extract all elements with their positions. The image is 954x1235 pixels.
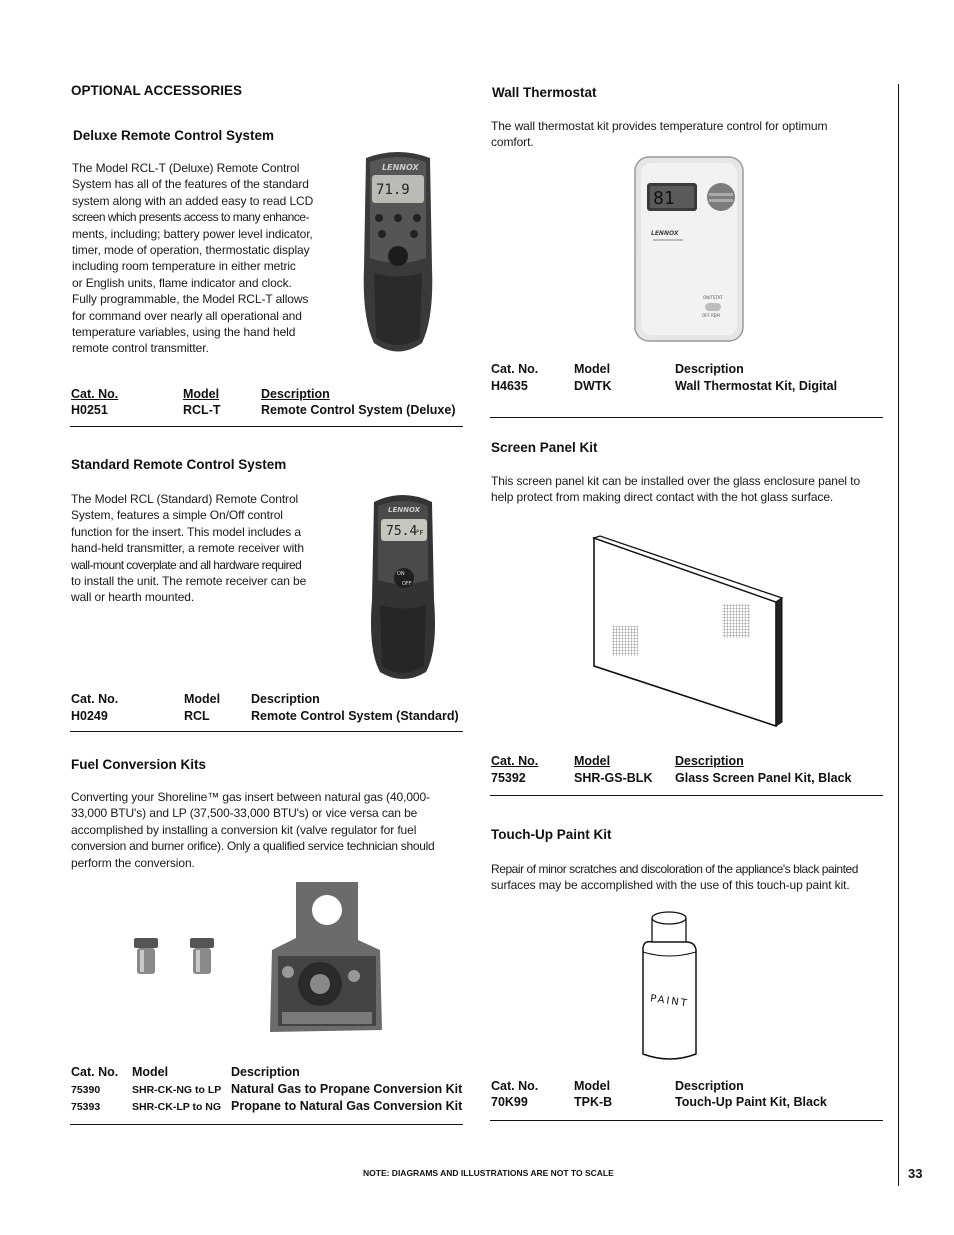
deluxe-description	[72, 160, 323, 357]
text-line: remote control transmitter.	[72, 341, 209, 356]
screen-panel-icon	[592, 536, 782, 728]
cell-cat-no: H0251	[71, 403, 108, 417]
brand-text: LENNOX	[651, 230, 679, 237]
col-header-description: Description	[251, 692, 320, 706]
text-line: to install the unit. The remote receiver can be	[71, 574, 307, 589]
text-line: Fully programmable, the Model RCL-T allows	[72, 292, 309, 307]
text-line: comfort.	[491, 135, 534, 150]
off-label: OFF	[402, 581, 412, 587]
cell-description: Propane to Natural Gas Conversion Kit	[231, 1099, 463, 1113]
text-line: for command over nearly all operational and	[72, 308, 302, 323]
col-header-model: Model	[183, 387, 220, 401]
col-header-cat-no: Cat. No.	[491, 362, 539, 376]
text-line: timer, mode of operation, thermostatic display	[72, 243, 310, 258]
col-header-description: Description	[261, 387, 330, 401]
col-header-description: Description	[675, 754, 744, 768]
gas-valve-conversion-kit-icon	[132, 880, 384, 1035]
text-line: ments, including; battery power level indicator,	[72, 226, 313, 241]
thermostat-title: Wall Thermostat	[492, 85, 597, 100]
col-header-description: Description	[675, 362, 744, 376]
orifice-icon	[134, 938, 158, 974]
col-header-model: Model	[574, 1079, 611, 1093]
section-title: OPTIONAL ACCESSORIES	[71, 83, 243, 98]
standard-title: Standard Remote Control System	[71, 457, 287, 472]
text-line: Repair of minor scratches and discoloration of the appliance's black painted	[491, 862, 858, 876]
wall-thermostat-icon	[633, 155, 745, 343]
table-divider	[490, 1120, 883, 1121]
cell-cat-no: 75393	[71, 1101, 101, 1113]
col-header-cat-no: Cat. No.	[71, 1065, 119, 1079]
col-header-model: Model	[574, 754, 611, 768]
standard-table	[71, 692, 463, 732]
lcd-unit: °F	[416, 529, 424, 537]
text-line: accomplished by installing a conversion kit (valve regulator for fuel	[71, 822, 417, 837]
text-line: screen which presents access to many enhance-	[72, 210, 309, 225]
page-number: 33	[908, 1166, 923, 1181]
lcd-text: 75.4	[386, 524, 418, 539]
text-line: The Model RCL (Standard) Remote Control	[71, 492, 299, 506]
cell-description: Touch-Up Paint Kit, Black	[675, 1095, 827, 1109]
text-line: hand-held transmitter, a remote receiver with	[71, 541, 304, 556]
text-line: function for the insert. This model includes a	[71, 524, 301, 539]
text-line: 33,000 BTU's) and LP (37,500-33,000 BTU's) or vice versa can be	[71, 806, 418, 821]
cell-model: RCL	[184, 709, 210, 723]
text-line: including room temperature in either metric	[72, 259, 296, 274]
cell-model: SHR-CK-NG to LP	[132, 1084, 222, 1096]
cell-model: TPK-B	[574, 1095, 613, 1109]
cell-cat-no: 75392	[491, 771, 526, 785]
cell-cat-no: 70K99	[491, 1095, 528, 1109]
fuel-title: Fuel Conversion Kits	[71, 757, 207, 772]
cell-description: Remote Control System (Deluxe)	[261, 403, 456, 417]
standard-description	[71, 491, 323, 606]
col-header-cat-no: Cat. No.	[491, 1079, 539, 1093]
cell-cat-no: 75390	[71, 1084, 101, 1096]
paint-description	[491, 861, 883, 894]
text-line: temperature variables, using the hand held	[72, 325, 296, 340]
remote-control-standard-icon	[368, 490, 438, 680]
text-line: The Model RCL-T (Deluxe) Remote Control	[72, 161, 300, 175]
text-line: perform the conversion.	[71, 855, 195, 870]
text-line: or English units, flame indicator and clock.	[72, 275, 292, 290]
text-line: The wall thermostat kit provides temperature control for optimum	[491, 119, 828, 133]
text-line: system along with an added easy to read LCD	[72, 193, 314, 208]
paint-label: PAINT	[649, 993, 690, 1010]
screen-description	[491, 473, 883, 506]
deluxe-title: Deluxe Remote Control System	[73, 128, 275, 143]
paint-title: Touch-Up Paint Kit	[491, 827, 612, 842]
text-line: System has all of the features of the standard	[72, 177, 309, 192]
cell-description: Glass Screen Panel Kit, Black	[675, 771, 852, 785]
cell-model: SHR-GS-BLK	[574, 771, 653, 785]
fuel-table	[71, 1065, 463, 1123]
cell-cat-no: H0249	[71, 709, 108, 723]
deluxe-table	[71, 387, 463, 427]
cell-model: RCL-T	[183, 403, 221, 417]
text-line: Converting your Shoreline™ gas insert between natural gas (40,000-	[71, 790, 430, 804]
remote-control-deluxe-icon	[360, 148, 436, 356]
cell-description: Natural Gas to Propane Conversion Kit	[231, 1082, 463, 1096]
col-header-description: Description	[675, 1079, 744, 1093]
cell-description: Wall Thermostat Kit, Digital	[675, 379, 838, 393]
switch-label-on: ON/TSTAT	[703, 295, 723, 300]
col-header-model: Model	[574, 362, 611, 376]
text-line: surfaces may be accomplished with the use of this touch-up paint kit.	[491, 878, 850, 893]
cell-description: Remote Control System (Standard)	[251, 709, 459, 723]
table-divider	[490, 795, 883, 796]
table-divider	[70, 731, 463, 732]
footer-note: NOTE: DIAGRAMS AND ILLUSTRATIONS ARE NOT TO SCALE	[363, 1168, 614, 1178]
col-header-model: Model	[184, 692, 221, 706]
fuel-description	[71, 789, 463, 871]
lcd-text: 71.9	[376, 182, 410, 198]
screen-title: Screen Panel Kit	[491, 440, 598, 455]
cell-cat-no: H4635	[491, 379, 528, 393]
switch-label-off: OFF REM	[702, 313, 720, 318]
paint-table	[491, 1079, 883, 1119]
cell-model: SHR-CK-LP to NG	[132, 1101, 222, 1113]
text-line: System, features a simple On/Off control	[71, 508, 283, 523]
paint-can-icon	[640, 908, 700, 1064]
on-label: ON	[397, 571, 405, 577]
col-header-cat-no: Cat. No.	[71, 692, 119, 706]
orifice-icon	[190, 938, 214, 974]
screen-table	[491, 754, 883, 794]
lcd-text: 81	[653, 188, 675, 209]
col-header-description: Description	[231, 1065, 300, 1079]
text-line: help protect from making direct contact with the hot glass surface.	[491, 490, 834, 505]
brand-text: LENNOX	[382, 163, 419, 172]
cell-model: DWTK	[574, 379, 612, 393]
table-divider	[490, 417, 883, 418]
table-divider	[70, 1124, 463, 1125]
text-line: wall-mount coverplate and all hardware required	[71, 557, 302, 572]
brand-text: LENNOX	[388, 506, 421, 514]
text-line: conversion and burner orifice). Only a qualified service technician should	[71, 839, 435, 854]
text-line: wall or hearth mounted.	[71, 590, 195, 605]
col-header-cat-no: Cat. No.	[491, 754, 539, 768]
col-header-cat-no: Cat. No.	[71, 387, 119, 401]
thermostat-description	[491, 118, 883, 151]
thermostat-table	[491, 362, 883, 402]
page-margin-rule	[898, 84, 899, 1186]
text-line: This screen panel kit can be installed over the glass enclosure panel to	[491, 474, 861, 488]
col-header-model: Model	[132, 1065, 169, 1079]
table-divider	[70, 426, 463, 427]
